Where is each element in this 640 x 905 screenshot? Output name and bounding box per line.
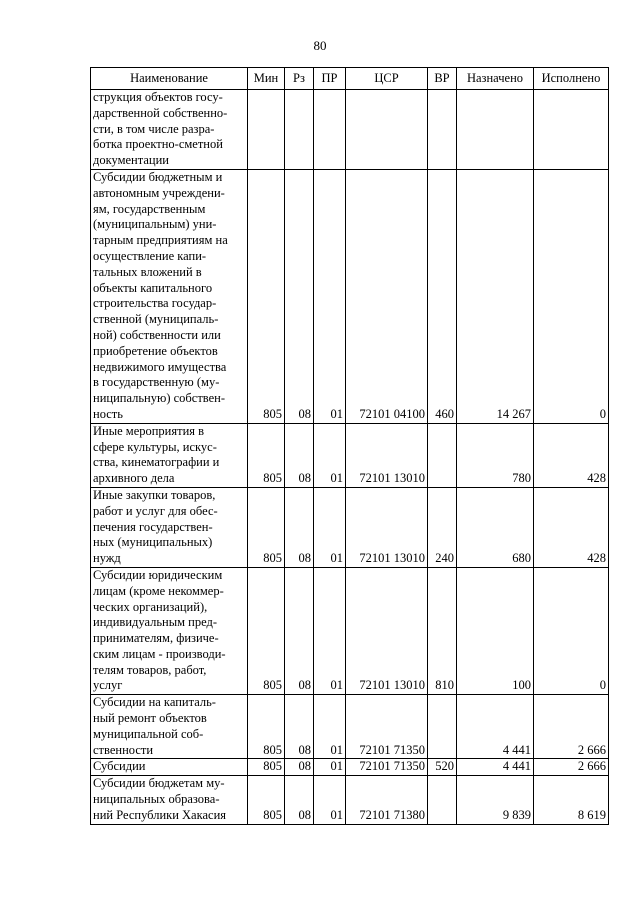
row-rz: 08: [285, 759, 314, 776]
table-row: [91, 90, 609, 170]
row-rz: 08: [285, 695, 314, 759]
table-row: [91, 776, 609, 824]
row-executed: 0: [534, 169, 609, 423]
row-name: Субсидии бюджетам му- ниципальных образова- ний Республики Хакасия: [91, 776, 248, 824]
row-name: Субсидии: [91, 759, 248, 776]
budget-table: [90, 67, 609, 825]
row-assigned: [457, 90, 534, 170]
table-row: [91, 169, 609, 423]
row-pr: 01: [314, 759, 346, 776]
row-csr: 72101 04100: [346, 169, 428, 423]
row-name: Субсидии юридическим лицам (кроме некоммер- ческих организаций), индивидуальным пред- принимателям, физиче- ским лицам - производи- телям товаров, работ, услуг: [91, 567, 248, 694]
row-assigned: 680: [457, 487, 534, 567]
row-rz: 08: [285, 776, 314, 824]
header-assigned: Назначено: [457, 68, 534, 90]
row-rz: [285, 90, 314, 170]
table-row: [91, 487, 609, 567]
row-min: 805: [248, 567, 285, 694]
row-executed: 428: [534, 487, 609, 567]
row-min: [248, 90, 285, 170]
row-min: 805: [248, 776, 285, 824]
row-min: 805: [248, 695, 285, 759]
table-row: [91, 567, 609, 694]
row-rz: 08: [285, 169, 314, 423]
row-rz: 08: [285, 487, 314, 567]
row-pr: 01: [314, 169, 346, 423]
row-name: Иные закупки товаров, работ и услуг для обес- печения государствен- ных (муниципальных) нужд: [91, 487, 248, 567]
row-rz: 08: [285, 567, 314, 694]
row-assigned: 780: [457, 423, 534, 487]
row-pr: 01: [314, 567, 346, 694]
row-csr: 72101 71350: [346, 695, 428, 759]
row-csr: 72101 13010: [346, 567, 428, 694]
row-name: Субсидии на капиталь- ный ремонт объектов муниципальной соб- ственности: [91, 695, 248, 759]
row-vr: [428, 776, 457, 824]
header-min: Мин: [248, 68, 285, 90]
row-vr: [428, 90, 457, 170]
row-pr: 01: [314, 695, 346, 759]
row-csr: [346, 90, 428, 170]
row-min: 805: [248, 169, 285, 423]
page-number: 80: [313, 38, 327, 53]
row-csr: 72101 13010: [346, 423, 428, 487]
row-pr: 01: [314, 423, 346, 487]
header-row: [91, 68, 609, 90]
row-vr: 520: [428, 759, 457, 776]
row-min: 805: [248, 759, 285, 776]
row-executed: 0: [534, 567, 609, 694]
row-vr: [428, 695, 457, 759]
row-assigned: 100: [457, 567, 534, 694]
row-executed: 2 666: [534, 695, 609, 759]
row-pr: [314, 90, 346, 170]
row-pr: 01: [314, 776, 346, 824]
row-assigned: 4 441: [457, 759, 534, 776]
row-vr: 810: [428, 567, 457, 694]
table-row: [91, 759, 609, 776]
row-pr: 01: [314, 487, 346, 567]
row-executed: 8 619: [534, 776, 609, 824]
row-vr: 240: [428, 487, 457, 567]
row-rz: 08: [285, 423, 314, 487]
row-name: Субсидии бюджетным и автономным учреждени- ям, государственным (муниципальным) уни- тарным предприятиям на осуществление капи- тальных вложений в объекты капитального строительства государ- ственной (муниципаль- ной) собственности или приобретение объектов недвижимого имущества в государственную (му- ниципальную) собствен- ность: [91, 169, 248, 423]
header-name: Наименование: [91, 68, 248, 90]
header-vr: ВР: [428, 68, 457, 90]
row-csr: 72101 71350: [346, 759, 428, 776]
row-vr: [428, 423, 457, 487]
header-pr: ПР: [314, 68, 346, 90]
row-min: 805: [248, 423, 285, 487]
row-csr: 72101 71380: [346, 776, 428, 824]
header-csr: ЦСР: [346, 68, 428, 90]
row-assigned: 14 267: [457, 169, 534, 423]
row-executed: [534, 90, 609, 170]
row-vr: 460: [428, 169, 457, 423]
row-name: струкция объектов госу- дарственной собственно- сти, в том числе разра- ботка проектно-сметной документации: [91, 90, 248, 170]
row-executed: 2 666: [534, 759, 609, 776]
row-csr: 72101 13010: [346, 487, 428, 567]
row-assigned: 4 441: [457, 695, 534, 759]
header-executed: Исполнено: [534, 68, 609, 90]
row-min: 805: [248, 487, 285, 567]
header-rz: Рз: [285, 68, 314, 90]
row-assigned: 9 839: [457, 776, 534, 824]
row-executed: 428: [534, 423, 609, 487]
table-row: [91, 695, 609, 759]
row-name: Иные мероприятия в сфере культуры, искус- ства, кинематографии и архивного дела: [91, 423, 248, 487]
table-row: [91, 423, 609, 487]
